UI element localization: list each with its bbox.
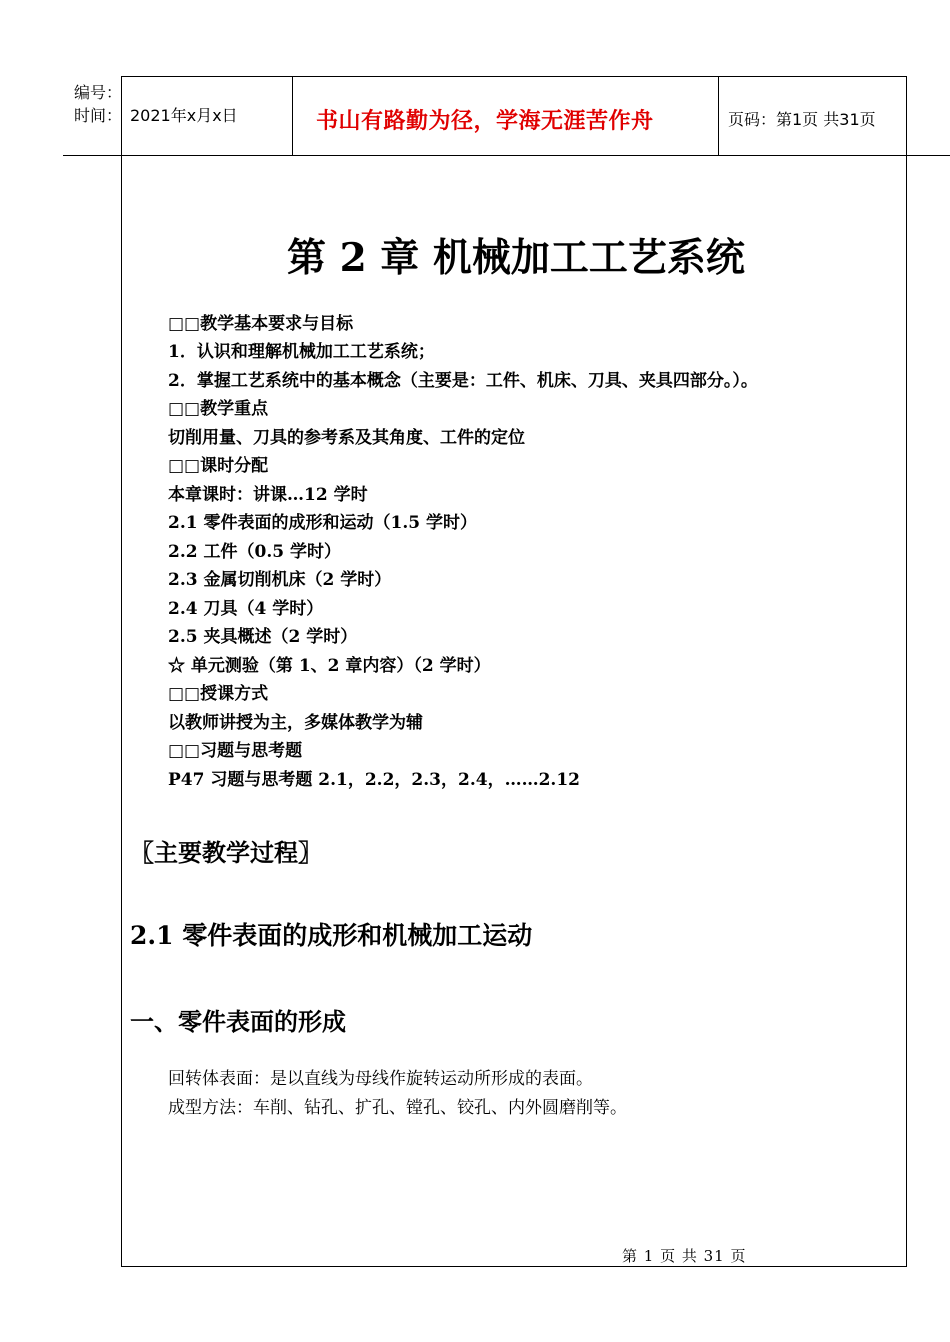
doc-number-label: 编号： (74, 83, 123, 102)
summary-line-hours-2-5: 2.5 夹具概述（2 学时） (168, 627, 358, 647)
page-frame-right (906, 155, 907, 1267)
subsection-title: 一、零件表面的形成 (130, 1007, 346, 1036)
summary-line-method-heading: □□授课方式 (168, 684, 269, 704)
doc-date: 2021年x月x日 (130, 106, 238, 125)
footer-page-number: 第 1 页 共 31 页 (622, 1247, 747, 1265)
summary-line-goal-2: 2．掌握工艺系统中的基本概念（主要是：工件、机床、刀具、夹具四部分。）。 (168, 371, 758, 391)
main-process-heading: 〖主要教学过程〗 (130, 838, 322, 867)
chapter-title: 第 2 章 机械加工工艺系统 (287, 235, 745, 281)
summary-line-focus-heading: □□教学重点 (168, 399, 269, 419)
header-bottom-border (63, 155, 950, 156)
summary-line-focus: 切削用量、刀具的参考系及其角度、工件的定位 (168, 428, 525, 448)
summary-line-hours-2-2: 2.2 工件（0.5 学时） (168, 542, 341, 562)
summary-line-goals-heading: □□教学基本要求与目标 (168, 314, 354, 334)
doc-time-label: 时间： (74, 106, 123, 125)
summary-line-hours-heading: □□课时分配 (168, 456, 269, 476)
section-title: 2.1 零件表面的成形和机械加工运动 (130, 921, 533, 950)
summary-line-method: 以教师讲授为主，多媒体教学为辅 (168, 713, 423, 733)
page-frame-bottom (121, 1266, 907, 1267)
header-top-border (121, 76, 907, 77)
summary-line-exercises-heading: □□习题与思考题 (168, 741, 303, 761)
summary-line-unit-test: ☆ 单元测验（第 1、2 章内容）（2 学时） (168, 656, 491, 676)
summary-line-hours-total: 本章课时：讲课…12 学时 (168, 485, 368, 505)
summary-line-hours-2-4: 2.4 刀具（4 学时） (168, 599, 324, 619)
header-divider-3 (718, 76, 719, 156)
summary-line-hours-2-1: 2.1 零件表面的成形和运动（1.5 学时） (168, 513, 477, 533)
body-paragraph-1: 回转体表面：是以直线为母线作旋转运动所形成的表面。 (168, 1069, 593, 1089)
header-divider-4 (906, 76, 907, 156)
summary-line-exercises: P47 习题与思考题 2.1，2.2，2.3，2.4，……2.12 (168, 770, 580, 790)
header-divider-2 (292, 76, 293, 156)
summary-line-goal-1: 1．认识和理解机械加工工艺系统； (168, 342, 435, 362)
page-frame-left (121, 155, 122, 1267)
summary-line-hours-2-3: 2.3 金属切削机床（2 学时） (168, 570, 392, 590)
header-page-info: 页码：第1页 共31页 (728, 110, 876, 129)
body-paragraph-2: 成型方法：车削、钻孔、扩孔、镗孔、铰孔、内外圆磨削等。 (168, 1098, 627, 1118)
motto-banner: 书山有路勤为径，学海无涯苦作舟 (316, 108, 654, 134)
